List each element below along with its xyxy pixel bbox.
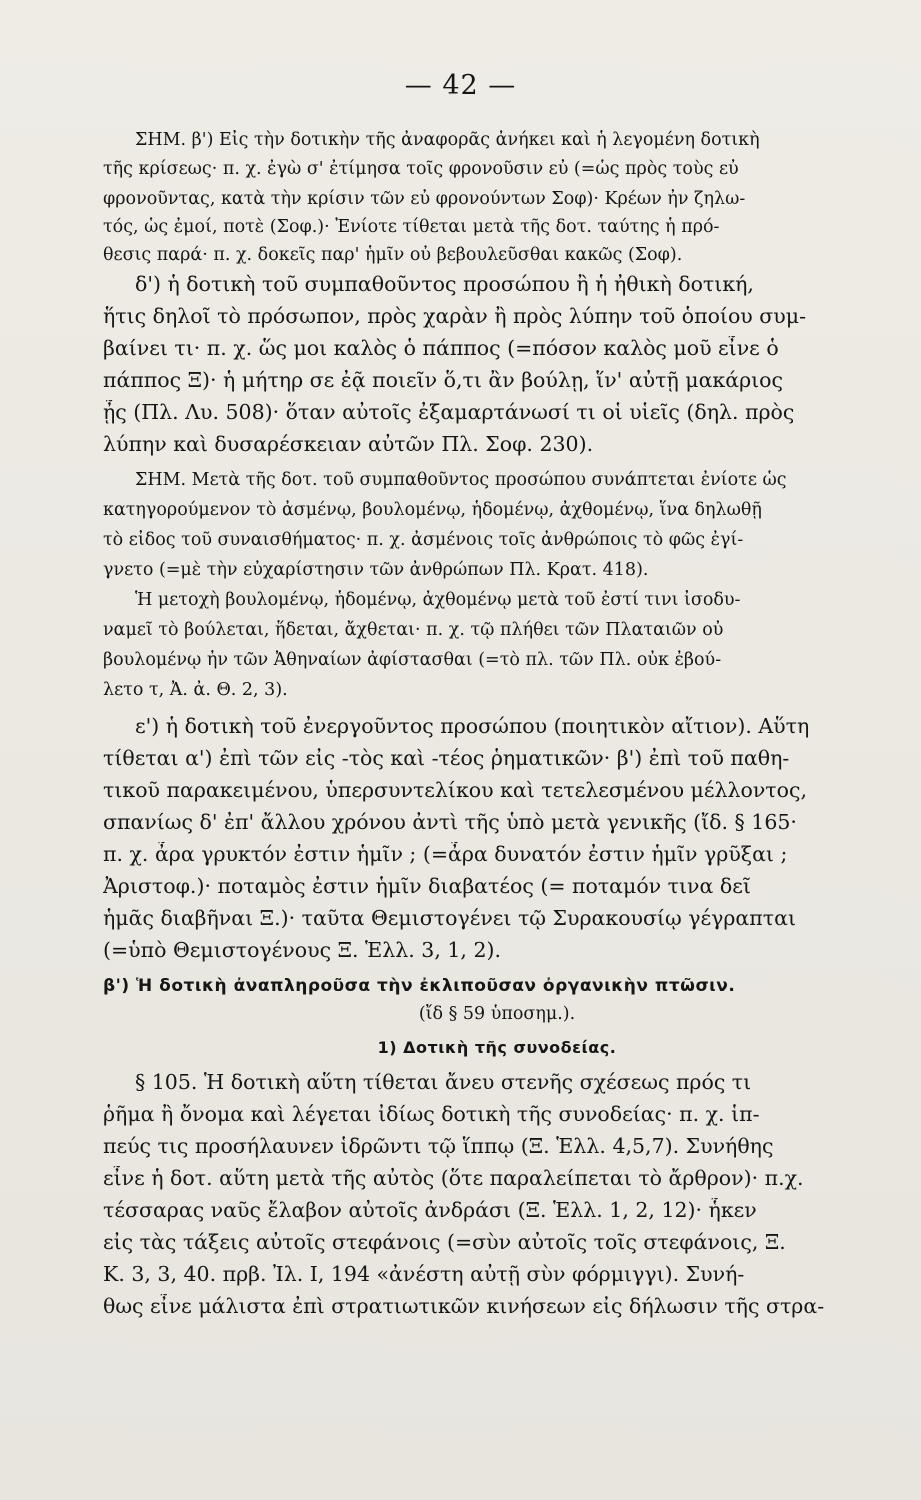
text-line: λύπην καὶ δυσαρέσκειαν αὐτῶν Πλ. Σοφ. 230). [103, 432, 594, 456]
text-line: τὸ εἶδος τοῦ συναισθήματος· π. χ. ἀσμένοις τοῖς ἀνθρώποις τὸ φῶς ἐγί- [103, 530, 744, 550]
text-line: π. χ. ἆρα γρυκτόν ἐστιν ἡμῖν ; (=ἆρα δυνατόν ἐστιν ἡμῖν γρῦξαι ; [103, 842, 788, 866]
text-line: βαίνει τι· π. χ. ὥς μοι καλὸς ὁ πάππος (=πόσον καλὸς μοῦ εἶνε ὁ [103, 336, 779, 360]
text-line: ε') ἡ δοτικὴ τοῦ ἐνεργοῦντος προσώπου (ποιητικὸν αἴτιον). Αὕτη [135, 714, 810, 738]
text-line: τίθεται α') ἐπὶ τῶν εἰς -τὸς καὶ -τέος ῥηματικῶν· β') ἐπὶ τοῦ παθη- [103, 746, 790, 770]
text-line: φρονοῦντας, κατὰ τὴν κρίσιν τῶν εὖ φρονούντων Σοφ)· Κρέων ἦν ζηλω- [103, 189, 746, 209]
text-line: πάππος Ξ)· ἡ μήτηρ σε ἐᾷ ποιεῖν ὅ,τι ἂν βούλῃ, ἵν' αὐτῇ μακάριος [103, 368, 784, 392]
text-line: τῆς κρίσεως· π. χ. ἐγὼ σ' ἐτίμησα τοῖς φρονοῦσιν εὖ (=ὡς πρὸς τοὺς εὖ [103, 159, 739, 179]
text-line: ᾖς (Πλ. Λυ. 508)· ὅταν αὐτοῖς ἐξαμαρτάνωσί τι οἱ υἱεῖς (δηλ. πρὸς [103, 400, 795, 424]
text-line: ἡμᾶς διαβῆναι Ξ.)· ταῦτα Θεμιστογένει τῷ Συρακουσίῳ γέγραπται [103, 906, 796, 930]
text-line: εἶνε ἡ δοτ. αὕτη μετὰ τῆς αὐτὸς (ὅτε παραλείπεται τὸ ἄρθρον)· π.χ. [103, 1166, 804, 1190]
text-line: βουλομένῳ ἦν τῶν Ἀθηναίων ἀφίστασθαι (=τὸ πλ. τῶν Πλ. οὐκ ἐβού- [103, 650, 722, 670]
section-heading: β') Ἡ δοτικὴ ἀναπληροῦσα τὴν ἐκλιποῦσαν ὀργανικὴν πτῶσιν. [103, 976, 736, 996]
text-line: Κ. 3, 3, 40. πρβ. Ἰλ. Ι, 194 «ἀνέστη αὐτῇ σὺν φόρμιγγι). Συνή- [103, 1262, 745, 1286]
text-line: δ') ἡ δοτικὴ τοῦ συμπαθοῦντος προσώπου ἢ ἡ ἠθικὴ δοτική, [135, 272, 754, 296]
text-line: § 105. Ἡ δοτικὴ αὕτη τίθεται ἄνευ στενῆς σχέσεως πρός τι [135, 1070, 752, 1094]
page-number: — 42 — [404, 70, 517, 101]
text-line: σπανίως δ' ἐπ' ἄλλου χρόνου ἀντὶ τῆς ὑπὸ μετὰ γενικῆς (ἴδ. § 165· [103, 810, 797, 834]
text-line: ΣΗΜ. β') Εἰς τὴν δοτικὴν τῆς ἀναφορᾶς ἀνήκει καὶ ἡ λεγομένη δοτικὴ [135, 130, 760, 150]
text-line: εἰς τὰς τάξεις αὐτοῖς στεφάνοις (=σὺν αὐτοῖς τοῖς στεφάνοις, Ξ. [103, 1230, 786, 1254]
text-line: θως εἶνε μάλιστα ἐπὶ στρατιωτικῶν κινήσεων εἰς δήλωσιν τῆς στρα- [103, 1294, 825, 1318]
text-line: τός, ὡς ἐμοί, ποτὲ (Σοφ.)· Ἐνίοτε τίθεται μετὰ τῆς δοτ. ταύτης ἡ πρό- [103, 217, 720, 237]
text-line: λετο τ, Ἀ. ἀ. Θ. 2, 3). [103, 680, 288, 700]
subsection-heading: 1) Δοτικὴ τῆς συνοδείας. [377, 1038, 617, 1057]
cross-reference: (ἴδ § 59 ὑποσημ.). [418, 1004, 576, 1024]
text-line: τικοῦ παρακειμένου, ὑπερσυντελίκου καὶ τετελεσμένου μέλλοντος, [103, 778, 807, 802]
text-line: ΣΗΜ. Μετὰ τῆς δοτ. τοῦ συμπαθοῦντος προσώπου συνάπτεται ἐνίοτε ὡς [135, 470, 787, 490]
text-line: (=ὑπὸ Θεμιστογένους Ξ. Ἑλλ. 3, 1, 2). [103, 938, 501, 962]
text-line: Ἡ μετοχὴ βουλομένῳ, ἡδομένῳ, ἀχθομένῳ μετὰ τοῦ ἐστί τινι ἰσοδυ- [135, 590, 741, 610]
text-line: Ἀριστοφ.)· ποταμὸς ἐστιν ἡμῖν διαβατέος (= ποταμόν τινα δεῖ [103, 874, 751, 898]
text-line: ῥῆμα ἢ ὄνομα καὶ λέγεται ἰδίως δοτικὴ τῆς συνοδείας· π. χ. ἱπ- [103, 1102, 760, 1126]
text-line: τέσσαρας ναῦς ἔλαβον αὐτοῖς ἀνδράσι (Ξ. Ἑλλ. 1, 2, 12)· ἧκεν [103, 1198, 757, 1222]
text-line: γνετο (=μὲ τὴν εὐχαρίστησιν τῶν ἀνθρώπων Πλ. Κρατ. 418). [103, 560, 649, 580]
text-line: θεσις παρά· π. χ. δοκεῖς παρ' ἡμῖν οὐ βεβουλεῦσθαι κακῶς (Σοφ). [103, 245, 683, 265]
text-line: πεύς τις προσήλαυνεν ἱδρῶντι τῷ ἵππῳ (Ξ. Ἑλλ. 4,5,7). Συνήθης [103, 1134, 774, 1158]
text-line: ναμεῖ τὸ βούλεται, ἥδεται, ἄχθεται· π. χ. τῷ πλήθει τῶν Πλαταιῶν οὐ [103, 620, 724, 640]
text-line: ἥτις δηλοῖ τὸ πρόσωπον, πρὸς χαρὰν ἢ πρὸς λύπην τοῦ ὁποίου συμ- [103, 304, 806, 328]
text-line: κατηγορούμενον τὸ ἀσμένῳ, βουλομένῳ, ἡδομένῳ, ἀχθομένῳ, ἵνα δηλωθῇ [103, 500, 762, 520]
